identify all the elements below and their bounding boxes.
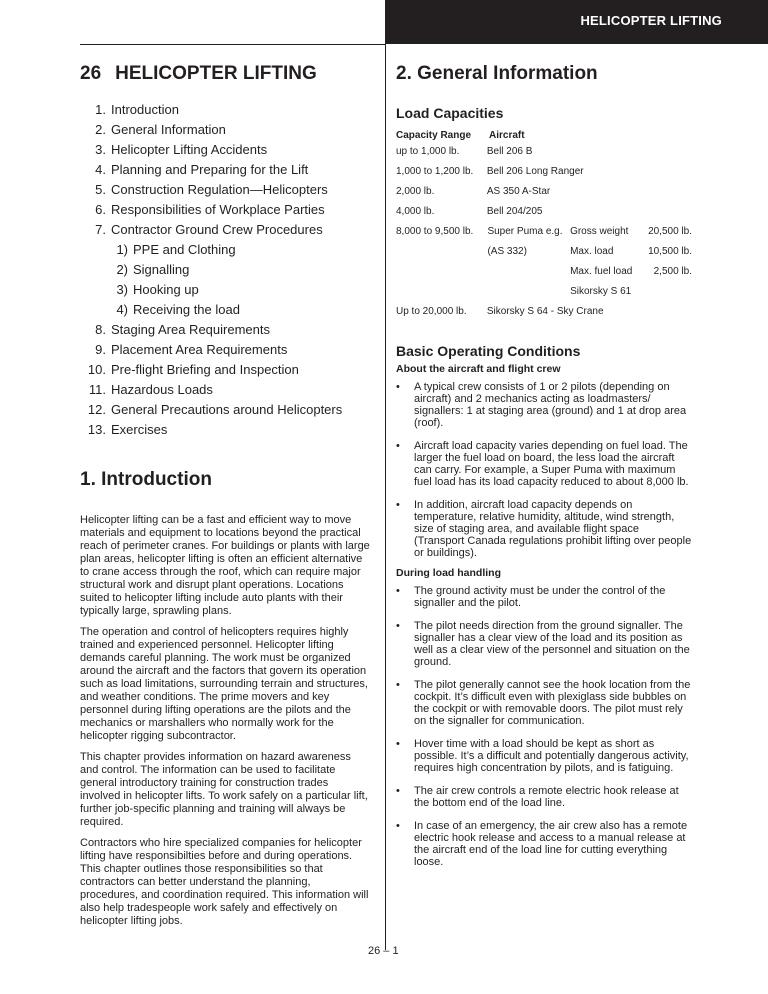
- toc-item-label: General Precautions around Helicopters: [111, 402, 343, 417]
- bullet-text: Aircraft load capacity varies depending on fuel load. The larger the fuel load on board, the less load the aircraft can carry. For example, a Super Puma with maximum fuel load has its load capacity reduced to about 8,000 lb.: [414, 440, 689, 488]
- top-rule: [80, 44, 385, 45]
- toc-item: [80, 120, 370, 140]
- bullet-item: [396, 785, 692, 809]
- capacity-range-cell: [396, 246, 487, 266]
- capacity-row: [396, 246, 692, 266]
- toc-item: [80, 260, 370, 280]
- spec-label-cell: Sikorsky S 61: [570, 286, 632, 297]
- aircraft-crew-label: About the aircraft and flight crew: [396, 363, 561, 375]
- aircraft-cell: Sikorsky S 64 - Sky Crane: [486, 306, 604, 317]
- toc-item-number: 3): [116, 282, 128, 297]
- bullet-text: The pilot needs direction from the ground signaller. The signaller has a clear view of the load and its position as well as a clear view of the personnel and situation on the ground.: [414, 620, 690, 668]
- bullet-item: [396, 499, 692, 559]
- toc-item: [80, 320, 370, 340]
- running-header: HELICOPTER LIFTING: [580, 13, 722, 28]
- aircraft-cell: Super Puma e.g.: [487, 226, 563, 237]
- toc-item-label: Planning and Preparing for the Lift: [111, 162, 309, 177]
- toc-item: [80, 140, 370, 160]
- toc-item-number: 13.: [87, 422, 106, 437]
- toc-item-number: 10.: [87, 362, 106, 377]
- bullet-item: [396, 440, 692, 488]
- toc-item: [80, 100, 370, 120]
- capacity-range-cell: [396, 286, 487, 306]
- toc-item: [80, 400, 370, 420]
- capacity-row: [396, 206, 692, 226]
- spec-value-cell: [643, 286, 692, 306]
- toc-item-label: Pre-flight Briefing and Inspection: [111, 362, 299, 377]
- load-handling-label: During load handling: [396, 567, 501, 579]
- aircraft-cell: Bell 206 Long Ranger: [486, 166, 584, 177]
- toc-item-number: 1.: [95, 102, 106, 117]
- load-capacities-heading: Load Capacities: [396, 105, 504, 121]
- chapter-title: [80, 62, 370, 86]
- bullet-item: [396, 738, 692, 774]
- toc-item-number: 2): [116, 262, 128, 277]
- bullet-dot-icon: •: [396, 440, 400, 452]
- capacity-row: [396, 286, 692, 306]
- toc-item-number: 4.: [95, 162, 106, 177]
- basic-conditions-heading: Basic Operating Conditions: [396, 343, 581, 359]
- right-column: [396, 62, 692, 879]
- spec-label-cell: Max. load: [570, 246, 614, 257]
- toc-item-number: 4): [116, 302, 128, 317]
- intro-paragraph: Helicopter lifting can be a fast and efficient way to move materials and equipment to locations beyond the practical reach of perimeter cranes. For buildings or plants with large plan areas, helicopter lifting is often an efficient alternative to crane access through the roof, which can require major structural work and disrupt plant operations. Locations suited to helicopter lifting include auto plants with their typically large, sprawling plans.: [80, 514, 370, 617]
- aircraft-cell: (AS 332): [487, 246, 527, 257]
- bullet-dot-icon: •: [396, 585, 400, 597]
- bullet-text: In addition, aircraft load capacity depends on temperature, relative humidity, altitude, wind strength, size of staging area, and available flight space (Transport Canada regulations prohibit lifting over people or buildings).: [414, 499, 692, 559]
- toc-item-label: Helicopter Lifting Accidents: [111, 142, 268, 157]
- toc-item-number: 8.: [95, 322, 106, 337]
- aircraft-bullets: [396, 381, 692, 559]
- capacity-range-cell: Up to 20,000 lb.: [396, 306, 467, 317]
- toc-item-number: 5.: [95, 182, 106, 197]
- bullet-text: A typical crew consists of 1 or 2 pilots (depending on aircraft) and 2 mechanics acting as loadmasters/ signallers: 1 at staging area (ground) and 1 at drop area (roof).: [414, 381, 687, 429]
- toc-item-number: 3.: [95, 142, 106, 157]
- toc-item-number: 1): [116, 242, 128, 257]
- intro-paragraph: Contractors who hire specialized companies for helicopter lifting have responsibilties before and during operations. This chapter outlines those responsibilities so that contractors can better understand the planning, procedures, and coordination required. This information will also help tradespeople work safely and effectively on helicopter lifting jobs.: [80, 837, 369, 927]
- intro-heading: 1. Introduction: [80, 469, 212, 490]
- toc-item: [80, 280, 370, 300]
- capacity-table: [396, 130, 692, 326]
- aircraft-cell: Bell 204/205: [486, 206, 543, 217]
- toc-item-label: Responsibilities of Workplace Parties: [111, 202, 325, 217]
- bullet-text: In case of an emergency, the air crew also has a remote electric hook release and access to a manual release at the aircraft end of the load line for cutting everything loose.: [414, 820, 688, 868]
- toc-item: [80, 200, 370, 220]
- bullet-text: Hover time with a load should be kept as short as possible. It’s a difficult and potentially dangerous activity, requires high concentration by pilots, and is fatiguing.: [414, 738, 689, 774]
- spec-label-cell: Gross weight: [570, 226, 629, 237]
- capacity-range-cell: 2,000 lb.: [396, 186, 435, 197]
- intro-body: [80, 514, 370, 928]
- chapter-number: 26: [80, 63, 102, 84]
- aircraft-cell: [487, 286, 570, 306]
- capacity-range-cell: 4,000 lb.: [396, 206, 435, 217]
- toc-item: [80, 160, 370, 180]
- toc-item-label: Introduction: [111, 102, 179, 117]
- toc-item-label: Hooking up: [133, 282, 199, 297]
- bullet-text: The ground activity must be under the control of the signaller and the pilot.: [414, 585, 666, 609]
- toc-item: [80, 180, 370, 200]
- toc-item-label: Hazardous Loads: [111, 382, 213, 397]
- aircraft-cell: Bell 206 B: [486, 146, 533, 157]
- intro-paragraph: This chapter provides information on hazard awareness and control. The information can be used to facilitate general introductory training for construction trades involved in helicopter lifts. To work safely on a particular lift, further job-specific planning and training will always be required.: [80, 751, 368, 828]
- toc-item-label: Construction Regulation—Helicopters: [111, 182, 328, 197]
- capacity-table-header: [396, 130, 692, 146]
- bullet-dot-icon: •: [396, 620, 400, 632]
- toc-item-label: PPE and Clothing: [133, 242, 236, 257]
- spec-value-cell: 20,500 lb.: [648, 226, 692, 237]
- toc-item-label: Signalling: [133, 262, 190, 277]
- toc-item: [80, 240, 370, 260]
- toc-item-label: Staging Area Requirements: [111, 322, 270, 337]
- bullet-item: [396, 820, 692, 868]
- general-heading: 2. General Information: [396, 63, 598, 84]
- toc-item-number: 2.: [95, 122, 106, 137]
- column-divider: [385, 44, 386, 950]
- bullet-text: The air crew controls a remote electric hook release at the bottom end of the load line.: [414, 785, 679, 809]
- bullet-text: The pilot generally cannot see the hook location from the cockpit. It’s difficult even with plexiglass side bubbles on the cockpit or with removable doors. The pilot must rely on the signaller for communication.: [414, 679, 691, 727]
- left-column: [80, 62, 370, 936]
- bullet-item: [396, 620, 692, 668]
- spec-value-cell: 2,500 lb.: [653, 266, 692, 277]
- bullet-dot-icon: •: [396, 679, 400, 691]
- aircraft-cell: [487, 266, 570, 286]
- intro-paragraph: The operation and control of helicopters requires highly trained and experienced personnel. Helicopter lifting demands careful planning. The work must be organized around the aircraft and the factors that govern its operation such as load limitations, surrounding terrain and structures, and weather conditions. The prime movers and key personnel during lifting operations are the pilots and the mechanics or marshallers who normally work for the helicopter rigging subcontractor.: [80, 626, 368, 742]
- toc-item-label: Exercises: [111, 422, 168, 437]
- header-bar: [385, 0, 768, 44]
- toc-item: [80, 340, 370, 360]
- toc-item: [80, 420, 370, 440]
- toc-item-number: 7.: [95, 222, 106, 237]
- toc-item-label: General Information: [111, 122, 226, 137]
- toc-item: [80, 380, 370, 400]
- toc-item-number: 12.: [87, 402, 106, 417]
- toc-item-label: Contractor Ground Crew Procedures: [111, 222, 323, 237]
- bullet-dot-icon: •: [396, 738, 400, 750]
- bullet-dot-icon: •: [396, 785, 400, 797]
- chapter-title-text: HELICOPTER LIFTING: [115, 63, 317, 84]
- toc-item: [80, 360, 370, 380]
- page-number: 26 – 1: [368, 945, 399, 957]
- capacity-row: [396, 146, 692, 166]
- capacity-row: [396, 186, 692, 206]
- handling-bullets: [396, 585, 692, 868]
- capacity-row: [396, 166, 692, 186]
- bullet-item: [396, 585, 692, 609]
- aircraft-cell: AS 350 A-Star: [486, 186, 551, 197]
- col-aircraft: Aircraft: [489, 130, 525, 141]
- toc-item-number: 11.: [88, 382, 106, 397]
- bullet-dot-icon: •: [396, 381, 400, 393]
- toc-item-label: Placement Area Requirements: [111, 342, 288, 357]
- toc-item: [80, 220, 370, 240]
- capacity-range-cell: [396, 266, 487, 286]
- capacity-range-cell: 8,000 to 9,500 lb.: [396, 226, 474, 237]
- toc-item: [80, 300, 370, 320]
- capacity-row: [396, 226, 692, 246]
- bullet-item: [396, 381, 692, 429]
- capacity-range-cell: 1,000 to 1,200 lb.: [396, 166, 474, 177]
- bullet-dot-icon: •: [396, 820, 400, 832]
- spec-label-cell: Max. fuel load: [570, 266, 633, 277]
- capacity-range-cell: up to 1,000 lb.: [396, 146, 460, 157]
- bullet-item: [396, 679, 692, 727]
- bullet-dot-icon: •: [396, 499, 400, 511]
- table-of-contents: [80, 100, 370, 440]
- spec-value-cell: 10,500 lb.: [648, 246, 692, 257]
- toc-item-label: Receiving the load: [133, 302, 240, 317]
- col-capacity-range: Capacity Range: [396, 130, 472, 141]
- toc-item-number: 9.: [95, 342, 106, 357]
- capacity-row: [396, 306, 692, 326]
- capacity-row: [396, 266, 692, 286]
- toc-item-number: 6.: [95, 202, 106, 217]
